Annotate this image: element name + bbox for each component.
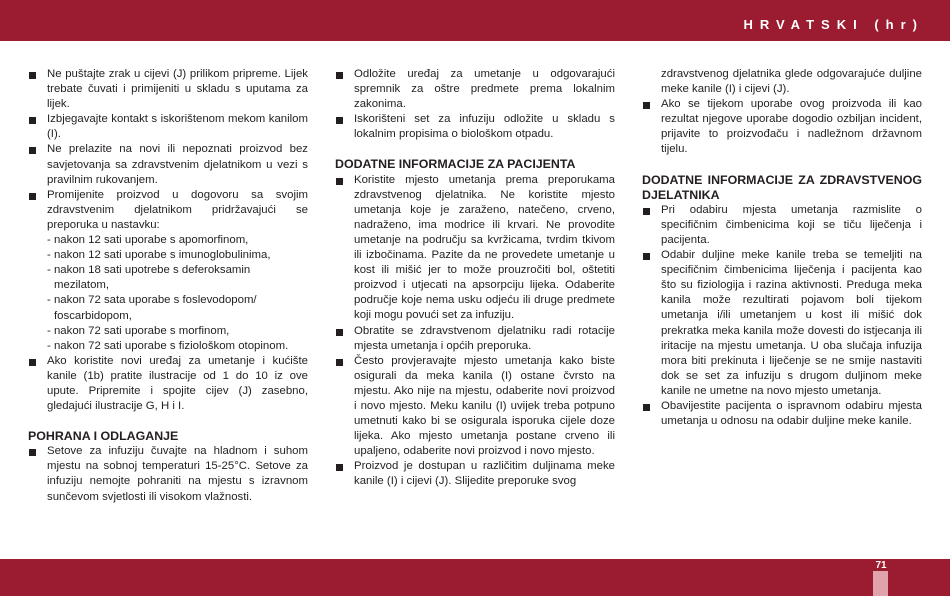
header-bar (0, 0, 950, 41)
list-item: Ako se tijekom uporabe ovog proizvoda ili kao rezultat njegove uporabe dogodio ozbiljan incident, prijavite to proizvođaču i nadležnom državnom tijelu. (642, 97, 922, 157)
list-item: Pri odabiru mjesta umetanja razmislite o specifičnim čimbenicima koji se tiču liječenja i pacijenta. (642, 203, 922, 248)
list-item: Odložite uređaj za umetanje u odgovarajući spremnik za oštre predmete prema lokalnim zakonima. (335, 67, 615, 112)
language-label: HRVATSKI (hr) (743, 17, 924, 32)
sub-item: - nakon 72 sati uporabe s fiziološkom otopinom. (47, 339, 289, 352)
list-item: Koristite mjesto umetanja prema preporukama zdravstvenog djelatnika. Ne koristite mjesto umetanja koje je zaraženo, natečeno, crveno, nadraženo, ima modrice ili krvari. Ne provodite umetanje na području sa kvržicama, tvrdim tkivom ili izbočinama. Pazite da ne provedete umetanje u kost ili mišić jer to može prouzročiti bol, oštetiti proizvod i utjecati na apsorpciju lijeka. Odaberite područje koje nema usku odjeću ili druge predmete koji mogu povući set za infuziju. (335, 173, 615, 324)
section-title-storage: POHRANA I ODLAGANJE (28, 429, 179, 444)
column-3 (642, 67, 922, 429)
sub-item: - nakon 12 sati uporabe s imunoglobulinima, (47, 249, 271, 262)
section-title-hcp: DODATNE INFORMACIJE ZA ZDRAVSTVENOG DJELATNIKA (642, 172, 922, 202)
sub-item-continuation: mezilatom, (54, 279, 110, 292)
list-item: Ne prelazite na novi ili nepoznati proizvod bez savjetovanja sa zdravstvenim djelatnikom u vezi s pravilnim rukovanjem. (28, 142, 308, 187)
page-tab (873, 571, 888, 596)
sub-item: - nakon 12 sati uporabe s apomorfinom, (47, 234, 249, 247)
list-item: Ne puštajte zrak u cijevi (J) prilikom pripreme. Lijek trebate čuvati i primijeniti u skladu s uputama za lijek. (28, 67, 308, 112)
footer-bar (0, 559, 950, 596)
column-1 (28, 67, 308, 505)
sub-item-continuation: foscarbidopom, (54, 309, 132, 322)
list-item: Često provjeravajte mjesto umetanja kako biste osigurali da meka kanila (I) ostane čvrsto na mjestu. Ako nije na mjestu, odaberite novi proizvod i novo mjesto. Meku kanilu (I) uvijek treba potpuno umetnuti kako bi se osigurala isporuka cijele doze lijeka. Ako mjesto umetanja postane crveno ili upaljeno, odaberite novi proizvod i novo mjesto. (335, 354, 615, 460)
sub-item: - nakon 72 sati uporabe s morfinom, (47, 324, 230, 337)
section-title-patient: DODATNE INFORMACIJE ZA PACIJENTA (335, 157, 576, 172)
list-item: Izbjegavajte kontakt s iskorištenom mekom kanilom (I). (28, 112, 308, 142)
list-item: Promijenite proizvod u dogovoru sa svojim zdravstvenim djelatnikom pridržavajući se preporuka u nastavku: (28, 188, 308, 233)
column-2 (335, 67, 615, 490)
list-item: Proizvod je dostupan u različitim duljinama meke kanile (I) i cijevi (J). Slijedite preporuke svog (335, 459, 615, 489)
sub-item: - nakon 18 sati upotrebe s deferoksamin (47, 264, 251, 277)
list-item: Iskorišteni set za infuziju odložite u skladu s lokalnim propisima o biološkom otpadu. (335, 112, 615, 142)
list-item: Obavijestite pacijenta o ispravnom odabiru mjesta umetanja u odnosu na odabir duljine meke kanile. (642, 399, 922, 429)
list-item: Obratite se zdravstvenom djelatniku radi rotacije mjesta umetanja i općih preporuka. (335, 324, 615, 354)
sub-item: - nakon 72 sata uporabe s foslevodopom/ (47, 294, 257, 307)
list-item: Odabir duljine meke kanile treba se temeljiti na specifičnim čimbenicima liječenja i pacijenta kao što su fiziologija i razina aktivnosti. Preduga meka kanila može rezultirati pojavom boli tijekom umetanja i/ili umetanjem u kost ili mišić dok prekratka meka kanila može dovesti do istjecanja ili iritacije na mjestu umetanja. U oba slučaja infuzija mora biti prekinuta i liječenje se ne smije nastaviti dok se set za infuziju s drugom duljinom meke kanile ne umetne na novo mjesto umetanja. (642, 248, 922, 399)
continued-text: zdravstvenog djelatnika glede odgovarajuće duljine meke kanile (I) i cijevi (J). (661, 68, 922, 96)
page-number: 71 (875, 560, 887, 571)
list-item: Ako koristite novi uređaj za umetanje i kućište kanile (1b) pratite ilustracije od 1 do 10 iz ove upute. Pripremite i spojite cijev (J) zasebno, gledajući ilustracije G, H i I. (28, 354, 308, 414)
list-item: Setove za infuziju čuvajte na hladnom i suhom mjestu na sobnoj temperaturi 15-25°C. Setove za infuziju nemojte pohraniti na mjestu s izravnom sunčevom svjetlosti ili visokom vlažnosti. (28, 444, 308, 504)
